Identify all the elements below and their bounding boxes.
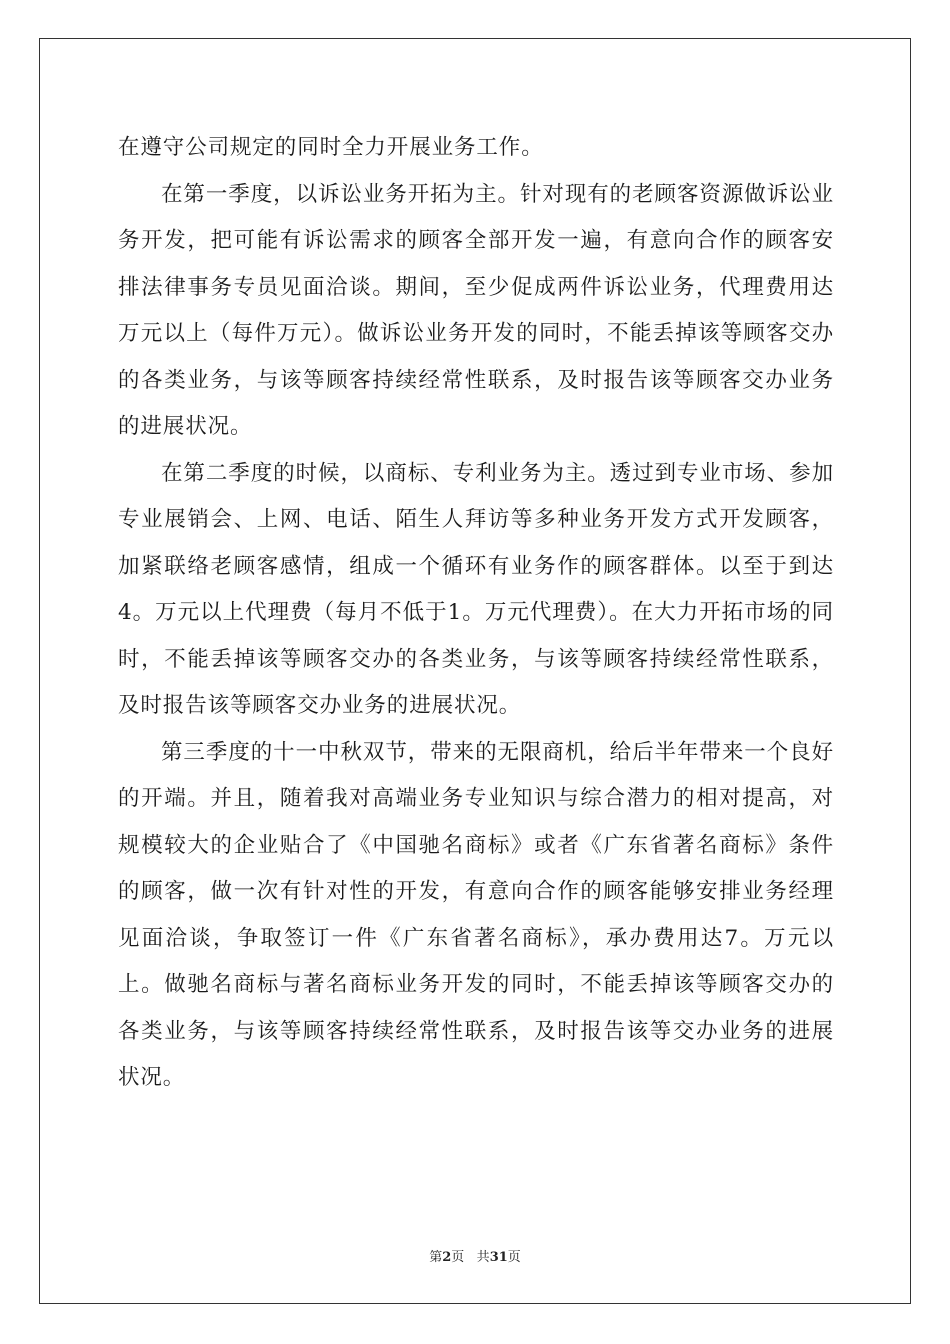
paragraph-2: 在第一季度，以诉讼业务开拓为主。针对现有的老顾客资源做诉讼业务开发，把可能有诉讼需求的顾客全部开发一遍，有意向合作的顾客安排法律事务专员见面洽谈。期间，至少促成两件诉讼业务，代理费用达万元以上（每件万元）。做诉讼业务开发的同时，不能丢掉该等顾客交办的各类业务，与该等顾客持续经常性联系，及时报告该等顾客交办业务的进展状况。 <box>118 181 834 439</box>
paragraph-3: 在第二季度的时候，以商标、专利业务为主。透过到专业市场、参加专业展销会、上网、电话、陌生人拜访等多种业务开发方式开发顾客，加紧联络老顾客感情，组成一个循环有业务作的顾客群体。以至于到达4。万元以上代理费（每月不低于1。万元代理费）。在大力开拓市场的同时，不能丢掉该等顾客交办的各类业务，与该等顾客持续经常性联系，及时报告该等顾客交办业务的进展状况。 <box>118 460 834 718</box>
page-suffix: 页 <box>451 1250 465 1265</box>
paragraph-4: 第三季度的十一中秋双节，带来的无限商机，给后半年带来一个良好的开端。并且，随着我对高端业务专业知识与综合潜力的相对提高，对规模较大的企业贴合了《中国驰名商标》或者《广东省著名商标》条件的顾客，做一次有针对性的开发，有意向合作的顾客能够安排业务经理见面洽谈，争取签订一件《广东省著名商标》，承办费用达7。万元以上。做驰名商标与著名商标业务开发的同时，不能丢掉该等顾客交办的各类业务，与该等顾客持续经常性联系，及时报告该等交办业务的进展状况。 <box>118 739 834 1090</box>
page-number: 2 <box>442 1250 452 1265</box>
total-suffix: 页 <box>507 1250 521 1265</box>
document-body <box>118 125 834 1102</box>
paragraph-1: 在遵守公司规定的同时全力开展业务工作。 <box>118 135 544 160</box>
page-footer <box>0 1246 950 1265</box>
page-prefix: 第 <box>429 1250 443 1265</box>
total-pages: 31 <box>489 1250 508 1265</box>
total-prefix: 共 <box>476 1250 490 1265</box>
